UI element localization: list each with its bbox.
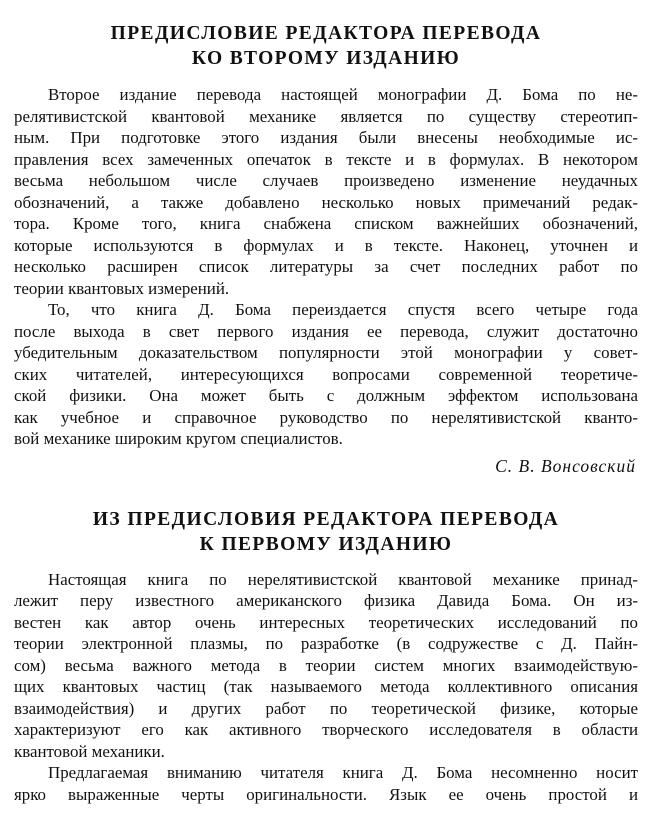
document-page — [14, 0, 638, 805]
text-line: обозначений, а также добавлено несколько новых примечаний редак- — [14, 192, 638, 212]
section-2-paragraph-2 — [14, 762, 638, 805]
text-line: ярко выраженные черты оригинальности. Язык ее очень простой и — [14, 784, 638, 804]
text-line: убедительным доказательством популярности этой монографии у совет- — [14, 343, 638, 362]
text-line: весьма небольшом числе случаев произведено изменение неудачных — [14, 171, 638, 190]
section-1-paragraph-2 — [14, 299, 638, 450]
text-line: лежит перу известного американского физика Давида Бома. Он из- — [14, 591, 638, 610]
text-line: Второе издание перевода настоящей монографии Д. Бома по не- — [48, 85, 638, 104]
text-line: ских читателей, интересующихся вопросами современной теоретиче- — [14, 364, 638, 384]
text-line: правления всех замеченных опечаток в тексте и в формулах. В некотором — [14, 149, 638, 169]
text-line: квантовой механики. — [14, 741, 165, 761]
text-line: характеризуют его как активного творческого исследователя в области — [14, 720, 638, 739]
text-line: как учебное и справочное руководство по нерелятивистской кванто- — [14, 407, 638, 427]
text-line: взаимодействия) и других работ по теоретической физике, которые — [14, 698, 638, 718]
text-line: ской физики. Она может быть с должным эффектом использована — [14, 386, 638, 405]
text-line: релятивистской квантовой механике является по существу стереотип- — [14, 106, 638, 126]
text-line: То, что книга Д. Бома переиздается спустя всего четыре года — [48, 300, 638, 319]
text-line: которые используются в формулах и в тексте. Наконец, уточнен и — [14, 235, 638, 255]
text-line: щих квантовых частиц (так называемого метода коллективного описания — [14, 677, 638, 696]
section-2-paragraph-1 — [14, 569, 638, 763]
section-1-paragraph-1 — [14, 84, 638, 299]
section-1-title-line: ПРЕДИСЛОВИЕ РЕДАКТОРА ПЕРЕВОДА — [110, 23, 542, 44]
text-line: Настоящая книга по нерелятивистской квантовой механике принад- — [48, 569, 638, 589]
section-2-title — [14, 507, 638, 557]
text-line: вестен как автор очень интересных теоретических исследований по — [14, 612, 638, 632]
text-line: сом) весьма важного метода в теории систем многих взаимодействую- — [14, 655, 638, 675]
signature: С. В. Вонсовский — [495, 455, 636, 476]
section-1-title — [14, 0, 638, 71]
text-line: несколько расширен список литературы за счет последних работ по — [14, 257, 638, 276]
section-1-title-line: КО ВТОРОМУ ИЗДАНИЮ — [191, 48, 461, 69]
text-line: после выхода в свет первого издания ее перевода, служит достаточно — [14, 321, 638, 341]
text-line: Предлагаемая вниманию читателя книга Д. Бома несомненно носит — [48, 763, 638, 782]
text-line: теории квантовых измерений. — [14, 278, 230, 298]
section-2-title-line: ИЗ ПРЕДИСЛОВИЯ РЕДАКТОРА ПЕРЕВОДА — [92, 508, 560, 530]
text-line: тора. Кроме того, книга снабжена списком важнейших обозначений, — [14, 214, 638, 233]
text-line: ным. При подготовке этого издания были внесены необходимые ис- — [14, 128, 638, 147]
text-line: вой механике широким кругом специалистов. — [14, 429, 343, 448]
text-line: теории электронной плазмы, по разработке (в содружестве с Д. Пайн- — [14, 634, 638, 653]
section-2-title-line: К ПЕРВОМУ ИЗДАНИЮ — [199, 533, 453, 555]
